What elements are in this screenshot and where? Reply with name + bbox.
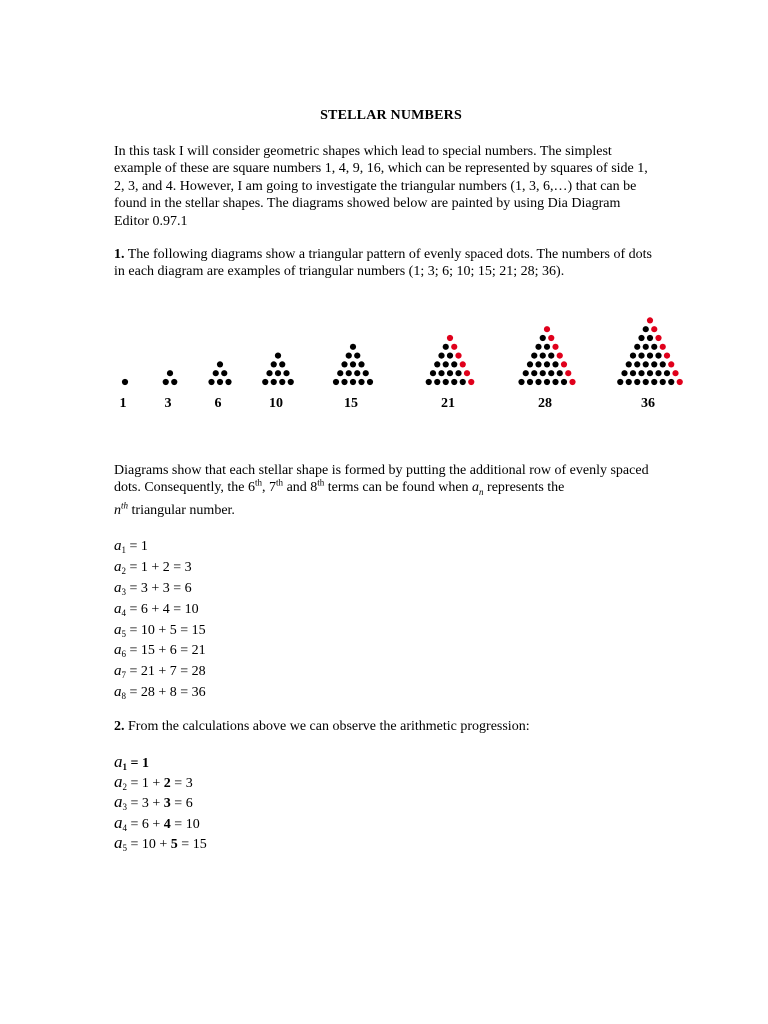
dot <box>217 379 223 385</box>
question-1-number: 1. <box>114 247 125 262</box>
dot <box>647 335 653 341</box>
dot <box>643 326 649 332</box>
equation-row <box>114 620 206 641</box>
dot <box>346 370 352 376</box>
dot <box>167 370 173 376</box>
equation-row <box>114 599 206 620</box>
dot <box>279 361 285 367</box>
new-dot <box>468 379 474 385</box>
dot <box>279 379 285 385</box>
dot <box>225 379 231 385</box>
equation-variable: a <box>114 621 122 638</box>
triangle-label: 36 <box>641 396 655 411</box>
dot <box>621 370 627 376</box>
new-dot <box>464 370 470 376</box>
dot <box>643 379 649 385</box>
equation-row <box>114 557 206 578</box>
progression-list <box>114 752 207 853</box>
dot <box>626 361 632 367</box>
dot <box>531 353 537 359</box>
explanation-text-1: Diagrams show that each stellar shape is formed by putting the additional row of evenly spaced dots. Consequently, the 6 <box>114 463 649 496</box>
dot <box>122 379 128 385</box>
superscript-th-2: th <box>276 477 284 488</box>
progression-row <box>114 772 207 792</box>
dot <box>660 379 666 385</box>
dot <box>544 361 550 367</box>
dot <box>651 344 657 350</box>
new-dot <box>451 344 457 350</box>
new-dot <box>668 361 674 367</box>
dot <box>634 379 640 385</box>
dot <box>271 361 277 367</box>
equation-row <box>114 661 206 682</box>
explanation-paragraph <box>114 462 654 519</box>
progression-lhs: = 3 + <box>127 796 164 812</box>
dot <box>460 379 466 385</box>
page-title: STELLAR NUMBERS <box>320 108 462 123</box>
dot <box>634 344 640 350</box>
equation-subscript: 4 <box>121 607 126 618</box>
dot <box>354 353 360 359</box>
new-dot <box>565 370 571 376</box>
dot <box>341 379 347 385</box>
progression-variable: a <box>114 832 123 852</box>
dot <box>358 379 364 385</box>
intro-paragraph: In this task I will consider geometric shapes which lead to special numbers. The simplest example of these are square numbers 1, 4, 9, 16, which can be represented by squares of side 1, 2, 3, and 4. However, I am going to investigate the triangular numbers (1, 3, 6,…) that can be found in the stellar shapes. The diagrams showed below are painted by using Dia Diagram Editor 0.97.1 <box>114 144 648 229</box>
superscript-th-3: th <box>317 477 325 488</box>
dot <box>523 370 529 376</box>
dot <box>552 361 558 367</box>
dot <box>643 361 649 367</box>
triangle-label: 15 <box>344 396 358 411</box>
equation-variable: a <box>114 579 122 596</box>
new-dot <box>569 379 575 385</box>
dot <box>634 361 640 367</box>
dot <box>626 379 632 385</box>
triangle-diagram-15 <box>333 344 373 411</box>
progression-row <box>114 833 207 853</box>
progression-variable: a <box>114 752 123 771</box>
dot <box>363 370 369 376</box>
dot <box>358 361 364 367</box>
progression-subscript: 1 <box>122 762 127 772</box>
dot <box>266 370 272 376</box>
explanation-text-2: terms can be found when <box>324 480 473 496</box>
new-dot <box>548 335 554 341</box>
dot <box>271 379 277 385</box>
new-dot <box>460 361 466 367</box>
dot <box>447 353 453 359</box>
progression-subscript: 3 <box>122 802 127 813</box>
question-2-number: 2. <box>114 719 125 734</box>
dot <box>540 370 546 376</box>
triangle-diagram-6 <box>208 361 231 411</box>
triangle-diagram-1 <box>120 379 129 411</box>
equation-subscript: 2 <box>121 565 126 576</box>
question-2-text: From the calculations above we can observe the arithmetic progression: <box>124 719 530 734</box>
equation-variable: a <box>114 684 122 701</box>
dot <box>213 370 219 376</box>
dot <box>540 353 546 359</box>
triangle-label: 10 <box>269 396 283 411</box>
dot <box>531 370 537 376</box>
progression-lhs: = 10 + <box>127 836 171 852</box>
progression-increment: 5 <box>170 836 178 852</box>
dot <box>557 370 563 376</box>
progression-increment: 4 <box>163 816 171 832</box>
new-dot <box>552 344 558 350</box>
equation-rhs: = 10 + 5 = 15 <box>126 622 206 638</box>
equation-rhs: = 1 <box>126 539 148 554</box>
triangle-diagram-28 <box>518 326 575 411</box>
dot <box>668 379 674 385</box>
equation-rhs: = 21 + 7 = 28 <box>126 664 206 680</box>
equation-row <box>114 682 206 703</box>
equation-variable: a <box>114 642 122 659</box>
dot <box>544 344 550 350</box>
dot <box>283 370 289 376</box>
equation-rhs: = 3 + 3 = 6 <box>126 580 192 596</box>
triangle-diagram-10 <box>262 353 294 412</box>
equation-variable: a <box>114 600 122 617</box>
dot <box>527 361 533 367</box>
explanation-sep-1: , 7 <box>262 480 277 496</box>
dot <box>443 344 449 350</box>
progression-variable: a <box>114 812 123 832</box>
dot <box>630 370 636 376</box>
progression-row <box>114 752 207 772</box>
new-dot <box>677 379 683 385</box>
progression-variable: a <box>114 792 123 812</box>
dot <box>221 370 227 376</box>
dot <box>333 379 339 385</box>
dot <box>651 361 657 367</box>
dot <box>341 361 347 367</box>
progression-subscript: 2 <box>122 782 127 793</box>
dot <box>638 353 644 359</box>
equation-rhs: = 15 + 6 = 21 <box>126 643 206 659</box>
triangle-label: 28 <box>538 396 552 411</box>
equation-variable: a <box>114 663 122 680</box>
dot <box>655 353 661 359</box>
progression-increment: 1 <box>141 756 149 771</box>
progression-row <box>114 813 207 833</box>
triangle-diagram-3 <box>163 370 178 411</box>
triangle-label: 1 <box>119 396 127 411</box>
equation-row <box>114 536 206 557</box>
dot <box>660 361 666 367</box>
dot <box>262 379 268 385</box>
triangle-label: 21 <box>441 396 455 411</box>
dot <box>208 379 214 385</box>
equation-subscript: 7 <box>121 670 126 681</box>
dot <box>217 361 223 367</box>
triangular-dots-diagram <box>100 300 720 420</box>
dot <box>548 370 554 376</box>
progression-result: = 3 <box>170 776 193 792</box>
progression-lhs: = 6 + <box>127 816 164 832</box>
dot <box>561 379 567 385</box>
dot <box>443 379 449 385</box>
dot <box>647 353 653 359</box>
progression-increment: 2 <box>163 776 171 792</box>
dot <box>288 379 294 385</box>
progression-lhs: = <box>127 756 142 771</box>
progression-result: = 10 <box>170 816 200 832</box>
dot <box>434 379 440 385</box>
variable-n: n <box>114 502 121 518</box>
equation-rhs: = 1 + 2 = 3 <box>126 559 192 575</box>
dot <box>350 344 356 350</box>
equation-variable: a <box>114 538 122 554</box>
progression-increment: 3 <box>163 796 171 812</box>
new-dot <box>561 361 567 367</box>
equation-row <box>114 640 206 661</box>
new-dot <box>660 344 666 350</box>
dot <box>552 379 558 385</box>
dot <box>451 361 457 367</box>
equation-subscript: 6 <box>121 649 126 660</box>
equation-row <box>114 578 206 599</box>
question-2-paragraph <box>114 718 654 735</box>
new-dot <box>655 335 661 341</box>
dot <box>163 379 169 385</box>
equation-subscript: 3 <box>121 586 126 597</box>
dot <box>451 379 457 385</box>
dot <box>638 370 644 376</box>
variable-n-superscript: th <box>121 499 129 510</box>
dot <box>655 370 661 376</box>
dot <box>275 353 281 359</box>
dot <box>647 370 653 376</box>
dot <box>617 379 623 385</box>
progression-result: = 6 <box>170 796 193 812</box>
new-dot <box>672 370 678 376</box>
superscript-th-1: th <box>255 477 263 488</box>
progression-subscript: 4 <box>122 822 127 833</box>
equation-rhs: = 28 + 8 = 36 <box>126 685 206 701</box>
equation-variable: a <box>114 558 122 575</box>
new-dot <box>557 353 563 359</box>
dot <box>337 370 343 376</box>
dot <box>544 379 550 385</box>
equation-subscript: 8 <box>121 691 126 702</box>
dot <box>527 379 533 385</box>
dot <box>367 379 373 385</box>
dot <box>548 353 554 359</box>
dot <box>643 344 649 350</box>
equation-rhs: = 6 + 4 = 10 <box>126 601 199 617</box>
dot <box>651 379 657 385</box>
new-dot <box>455 353 461 359</box>
explanation-text-4: triangular number. <box>128 502 235 518</box>
dot <box>434 361 440 367</box>
dot <box>275 370 281 376</box>
explanation-sep-2: and 8 <box>283 480 318 496</box>
dot <box>171 379 177 385</box>
triangle-label: 6 <box>214 396 222 411</box>
new-dot <box>651 326 657 332</box>
dot <box>518 379 524 385</box>
explanation-text-3: represents the <box>483 480 565 496</box>
variable-a: a <box>472 480 480 496</box>
progression-lhs: = 1 + <box>127 776 164 792</box>
dot <box>350 361 356 367</box>
progression-row <box>114 792 207 812</box>
new-dot <box>664 353 670 359</box>
dot <box>350 379 356 385</box>
question-1-paragraph <box>114 246 654 281</box>
progression-variable: a <box>114 772 123 792</box>
dot <box>535 379 541 385</box>
triangle-diagram-36 <box>617 317 683 411</box>
question-1-text: The following diagrams show a triangular pattern of evenly spaced dots. The numbers of dots in each diagram are examples of triangular numbers (1; 3; 6; 10; 15; 21; 28; 36). <box>114 247 652 280</box>
equation-subscript: 1 <box>121 545 126 555</box>
variable-a-subscript: n <box>479 487 484 498</box>
progression-subscript: 5 <box>122 842 127 853</box>
dot <box>535 344 541 350</box>
new-dot <box>544 326 550 332</box>
triangle-diagram-21 <box>426 335 475 411</box>
dot <box>630 353 636 359</box>
new-dot <box>447 335 453 341</box>
triangle-label: 3 <box>164 396 172 411</box>
dot <box>443 361 449 367</box>
dot <box>540 335 546 341</box>
dot <box>354 370 360 376</box>
dot <box>346 353 352 359</box>
dot <box>438 370 444 376</box>
dot <box>638 335 644 341</box>
equation-list <box>114 536 206 703</box>
dot <box>426 379 432 385</box>
progression-result: = 15 <box>177 836 207 852</box>
dot <box>438 353 444 359</box>
dot <box>535 361 541 367</box>
dot <box>455 370 461 376</box>
dot <box>447 370 453 376</box>
equation-subscript: 5 <box>121 628 126 639</box>
dot <box>664 370 670 376</box>
new-dot <box>647 317 653 323</box>
dot <box>430 370 436 376</box>
